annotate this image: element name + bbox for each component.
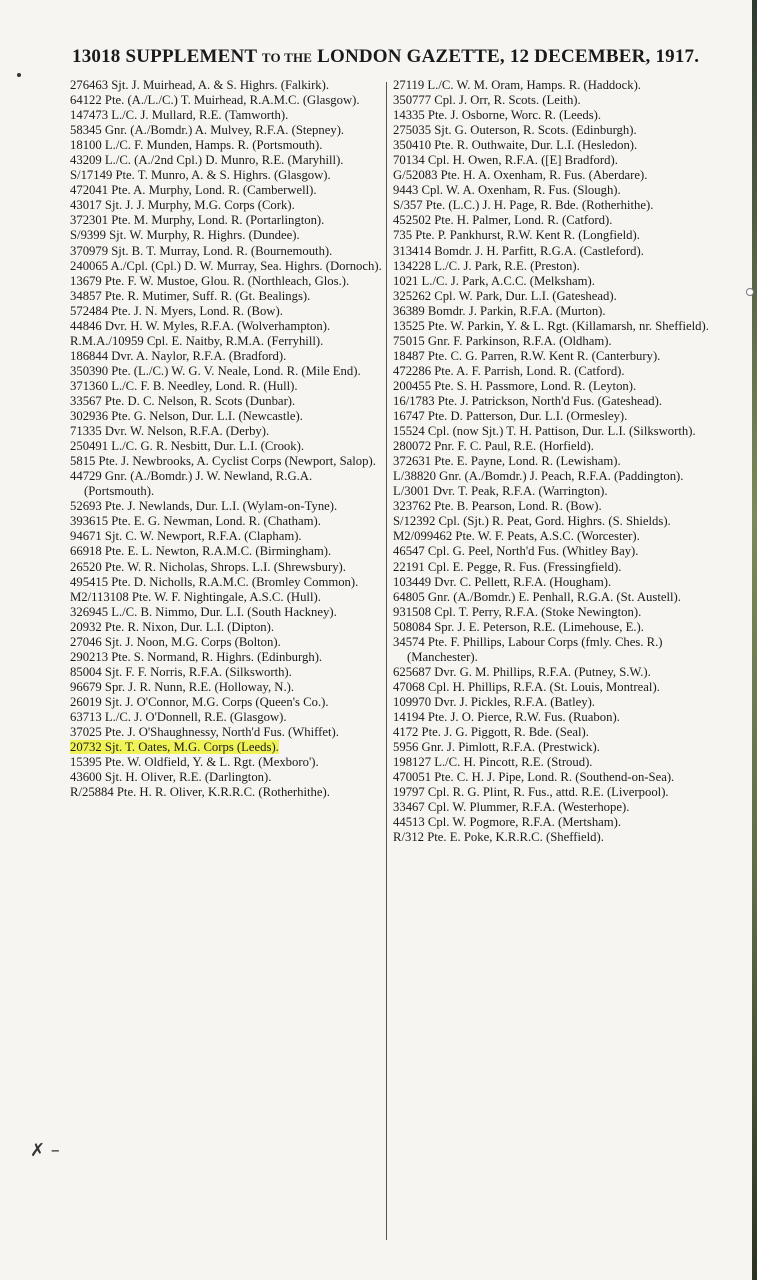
entry-text: 323762 Pte. B. Pearson, Lond. R. (Bow).	[393, 499, 602, 514]
entry-text: 26019 Sjt. J. O'Connor, M.G. Corps (Queen's Co.).	[70, 694, 329, 709]
entry-text: 44513 Cpl. W. Pogmore, R.F.A. (Mertsham).	[393, 815, 622, 830]
entry-text: 103449 Dvr. C. Pellett, R.F.A. (Hougham).	[393, 574, 612, 589]
list-entry	[70, 228, 382, 243]
entry-text: 33467 Cpl. W. Plummer, R.F.A. (Westerhope).	[393, 800, 630, 815]
list-entry	[393, 168, 713, 183]
list-entry	[70, 755, 382, 770]
entry-text: 350777 Cpl. J. Orr, R. Scots. (Leith).	[393, 93, 581, 108]
entry-text: 14335 Pte. J. Osborne, Worc. R. (Leeds).	[393, 108, 602, 123]
list-entry	[70, 138, 382, 153]
entry-text: 15395 Pte. W. Oldfield, Y. & L. Rgt. (Mexboro').	[70, 755, 319, 770]
entry-text: 147473 L./C. J. Mullard, R.E. (Tamworth).	[70, 108, 289, 123]
entry-text: 280072 Pnr. F. C. Paul, R.E. (Horfield).	[393, 439, 594, 454]
entry-text: 44846 Dvr. H. W. Myles, R.F.A. (Wolverhampton).	[70, 318, 331, 333]
list-entry	[70, 259, 382, 274]
entry-text: 22191 Cpl. E. Pegge, R. Fus. (Fressingfield).	[393, 559, 622, 574]
list-entry	[393, 228, 713, 243]
list-entry	[393, 484, 713, 499]
entry-text: R.M.A./10959 Cpl. E. Naitby, R.M.A. (Ferryhill).	[70, 333, 324, 348]
list-entry	[70, 78, 382, 93]
list-entry	[393, 93, 713, 108]
entry-text: 26520 Pte. W. R. Nicholas, Shrops. L.I. (Shrewsbury).	[70, 559, 346, 574]
list-entry	[393, 725, 713, 740]
entry-text: 27119 L./C. W. M. Oram, Hamps. R. (Haddock).	[393, 78, 641, 92]
entry-text: 472286 Pte. A. F. Parrish, Lond. R. (Catford).	[393, 363, 625, 378]
entry-text: 52693 Pte. J. Newlands, Dur. L.I. (Wylam-on-Tyne).	[70, 499, 338, 514]
entry-text: 18100 L./C. F. Munden, Hamps. R. (Portsmouth).	[70, 138, 323, 153]
list-entry	[393, 213, 713, 228]
entry-text: 43600 Sjt. H. Oliver, R.E. (Darlington).	[70, 770, 272, 785]
list-entry	[70, 349, 382, 364]
list-entry	[393, 665, 713, 680]
entry-text: 20932 Pte. R. Nixon, Dur. L.I. (Dipton).	[70, 619, 275, 634]
entry-text: 472041 Pte. A. Murphy, Lond. R. (Camberwell).	[70, 183, 317, 198]
list-entry	[70, 108, 382, 123]
list-entry	[70, 665, 382, 680]
list-entry	[70, 244, 382, 259]
entry-text: 290213 Pte. S. Normand, R. Highrs. (Edinburgh).	[70, 649, 323, 664]
list-entry	[70, 274, 382, 289]
page-number: 13018	[72, 46, 121, 67]
entry-text: 66918 Pte. E. L. Newton, R.A.M.C. (Birmingham).	[70, 544, 332, 559]
entry-text: 4172 Pte. J. G. Piggott, R. Bde. (Seal).	[393, 725, 589, 740]
list-entry	[70, 289, 382, 304]
list-entry	[70, 364, 382, 379]
entry-text: 27046 Sjt. J. Noon, M.G. Corps (Bolton).	[70, 634, 281, 649]
list-entry	[70, 770, 382, 785]
entry-text: 625687 Dvr. G. M. Phillips, R.F.A. (Putney, S.W.).	[393, 664, 651, 679]
list-entry	[393, 830, 713, 845]
entry-text: 452502 Pte. H. Palmer, Lond. R. (Catford).	[393, 213, 613, 228]
list-entry	[393, 274, 713, 289]
entry-text: 495415 Pte. D. Nicholls, R.A.M.C. (Bromley Common).	[70, 574, 359, 589]
header-date: 12 DECEMBER, 1917.	[509, 46, 700, 67]
entry-text: 250491 L./C. G. R. Nesbitt, Dur. L.I. (Crook).	[70, 439, 304, 454]
entry-text: 9443 Cpl. W. A. Oxenham, R. Fus. (Slough).	[393, 183, 621, 198]
entry-text: R/312 Pte. E. Poke, K.R.R.C. (Sheffield).	[393, 830, 604, 845]
entry-text: 16747 Pte. D. Patterson, Dur. L.I. (Ormesley).	[393, 409, 628, 424]
list-entry	[70, 409, 382, 424]
entry-text: S/9399 Sjt. W. Murphy, R. Highrs. (Dundee).	[70, 228, 300, 243]
list-entry	[70, 469, 382, 499]
list-entry	[393, 138, 713, 153]
entry-text: 5956 Gnr. J. Pimlott, R.F.A. (Prestwick).	[393, 740, 600, 755]
entry-text: 85004 Sjt. F. F. Norris, R.F.A. (Silksworth).	[70, 664, 292, 679]
entry-text: 186844 Dvr. A. Naylor, R.F.A. (Bradford).	[70, 348, 287, 363]
list-entry	[393, 153, 713, 168]
entry-text: 36389 Bomdr. J. Parkin, R.F.A. (Murton).	[393, 303, 606, 318]
list-entry	[70, 635, 382, 650]
list-entry	[393, 469, 713, 484]
list-entry	[393, 334, 713, 349]
entry-text: 71335 Dvr. W. Nelson, R.F.A. (Derby).	[70, 424, 270, 439]
entry-text: 15524 Cpl. (now Sjt.) T. H. Pattison, Dur. L.I. (Silksworth).	[393, 424, 696, 439]
entry-text: 470051 Pte. C. H. J. Pipe, Lond. R. (Southend-on-Sea).	[393, 770, 675, 785]
highlighted-entry	[70, 740, 382, 755]
list-entry	[70, 590, 382, 605]
entry-text: 33567 Pte. D. C. Nelson, R. Scots (Dunbar).	[70, 393, 296, 408]
list-entry	[70, 198, 382, 213]
list-entry	[70, 379, 382, 394]
entry-text: 96679 Spr. J. R. Nunn, R.E. (Holloway, N.).	[70, 679, 295, 694]
list-entry	[393, 439, 713, 454]
list-entry	[70, 319, 382, 334]
list-entry	[393, 349, 713, 364]
list-entry	[70, 575, 382, 590]
list-entry	[393, 514, 713, 529]
entry-text: 109970 Dvr. J. Pickles, R.F.A. (Batley).	[393, 694, 595, 709]
entry-text: 931508 Cpl. T. Perry, R.F.A. (Stoke Newington).	[393, 604, 642, 619]
column-divider	[386, 82, 387, 1240]
entry-text: 276463 Sjt. J. Muirhead, A. & S. Highrs. (Falkirk).	[70, 78, 330, 92]
list-entry	[393, 710, 713, 725]
list-entry	[393, 123, 713, 138]
list-entry	[70, 605, 382, 620]
entry-text: M2/099462 Pte. W. F. Peats, A.S.C. (Worcester).	[393, 529, 640, 544]
list-entry	[393, 529, 713, 544]
entry-text: R/25884 Pte. H. R. Oliver, K.R.R.C. (Rotherhithe).	[70, 785, 330, 800]
list-entry	[70, 499, 382, 514]
entry-text: M2/113108 Pte. W. F. Nightingale, A.S.C. (Hull).	[70, 589, 321, 604]
photo-background-edge	[752, 0, 757, 1280]
entry-text: 372631 Pte. E. Payne, Lond. R. (Lewisham).	[393, 454, 621, 469]
ink-speck	[17, 73, 21, 77]
entry-text: 302936 Pte. G. Nelson, Dur. L.I. (Newcastle).	[70, 409, 303, 424]
list-entry	[70, 334, 382, 349]
list-entry	[393, 560, 713, 575]
list-entry	[70, 680, 382, 695]
entry-text: 64805 Gnr. (A./Bomdr.) E. Penhall, R.G.A. (St. Austell).	[393, 589, 681, 604]
entry-text: 19797 Cpl. R. G. Plint, R. Fus., attd. R.E. (Liverpool).	[393, 785, 669, 800]
list-entry	[393, 289, 713, 304]
entry-text: S/357 Pte. (L.C.) J. H. Page, R. Bde. (Rotherhithe).	[393, 198, 654, 213]
entry-text: S/12392 Cpl. (Sjt.) R. Peat, Gord. Highrs. (S. Shields).	[393, 514, 671, 529]
entry-text: 371360 L./C. F. B. Needley, Lond. R. (Hull).	[70, 378, 298, 393]
entry-text: 13679 Pte. F. W. Mustoe, Glou. R. (Northleach, Glos.).	[70, 273, 350, 288]
list-entry	[70, 785, 382, 800]
right-column	[393, 78, 713, 845]
list-entry	[393, 259, 713, 274]
list-entry	[393, 183, 713, 198]
list-entry	[70, 544, 382, 559]
entry-text: 1021 L./C. J. Park, A.C.C. (Melksham).	[393, 273, 595, 288]
list-entry	[393, 620, 713, 635]
header-word-gazette: LONDON GAZETTE,	[317, 46, 505, 67]
entry-text: 47068 Cpl. H. Phillips, R.F.A. (St. Louis, Montreal).	[393, 679, 660, 694]
entry-text: 240065 A./Cpl. (Cpl.) D. W. Murray, Sea. Highrs. (Dornoch).	[70, 258, 382, 273]
entry-text: 43209 L./C. (A./2nd Cpl.) D. Munro, R.E. (Maryhill).	[70, 153, 344, 168]
list-entry	[70, 650, 382, 665]
entry-text: 43017 Sjt. J. J. Murphy, M.G. Corps (Cork).	[70, 198, 295, 213]
entry-text: 70134 Cpl. H. Owen, R.F.A. ([E] Bradford).	[393, 153, 618, 168]
list-entry	[70, 123, 382, 138]
list-entry	[70, 424, 382, 439]
entry-text: 46547 Cpl. G. Peel, North'd Fus. (Whitley Bay).	[393, 544, 639, 559]
entry-text: 198127 L./C. H. Pincott, R.E. (Stroud).	[393, 755, 593, 770]
list-entry	[70, 168, 382, 183]
list-entry	[393, 108, 713, 123]
handwritten-margin-mark: ✗ –	[30, 1140, 60, 1161]
list-entry	[393, 454, 713, 469]
list-entry	[393, 78, 713, 93]
list-entry	[393, 755, 713, 770]
entry-text: L/38820 Gnr. (A./Bomdr.) J. Peach, R.F.A. (Paddington).	[393, 469, 684, 484]
list-entry	[393, 575, 713, 590]
list-entry	[70, 514, 382, 529]
list-entry	[393, 590, 713, 605]
entry-text: 5815 Pte. J. Newbrooks, A. Cyclist Corps (Newport, Salop).	[70, 454, 376, 469]
list-entry	[393, 304, 713, 319]
entry-text: 34857 Pte. R. Mutimer, Suff. R. (Gt. Bealings).	[70, 288, 311, 303]
entry-text: 372301 Pte. M. Murphy, Lond. R. (Portarlington).	[70, 213, 325, 228]
list-entry	[70, 183, 382, 198]
entry-text: 75015 Gnr. F. Parkinson, R.F.A. (Oldham).	[393, 333, 612, 348]
entry-text: 14194 Pte. J. O. Pierce, R.W. Fus. (Ruabon).	[393, 709, 620, 724]
list-entry	[70, 439, 382, 454]
list-entry	[70, 93, 382, 108]
list-entry	[393, 800, 713, 815]
entry-text: 18487 Pte. C. G. Parren, R.W. Kent R. (Canterbury).	[393, 348, 661, 363]
entry-text: 20732 Sjt. T. Oates, M.G. Corps (Leeds).	[70, 740, 279, 755]
entry-text: 370979 Sjt. B. T. Murray, Lond. R. (Bournemouth).	[70, 243, 333, 258]
entry-text: 64122 Pte. (A./L./C.) T. Muirhead, R.A.M.C. (Glasgow).	[70, 93, 360, 108]
list-entry	[393, 695, 713, 710]
list-entry	[70, 454, 382, 469]
entry-text: 37025 Pte. J. O'Shaughnessy, North'd Fus. (Whiffet).	[70, 725, 339, 740]
entry-text: 325262 Cpl. W. Park, Dur. L.I. (Gateshead).	[393, 288, 617, 303]
list-entry	[70, 213, 382, 228]
entry-text: 393615 Pte. E. G. Newman, Lond. R. (Chatham).	[70, 514, 321, 529]
list-entry	[393, 379, 713, 394]
list-entry	[393, 424, 713, 439]
entry-text: L/3001 Dvr. T. Peak, R.F.A. (Warrington).	[393, 484, 608, 499]
list-entry	[70, 695, 382, 710]
entry-text: 508084 Spr. J. E. Peterson, R.E. (Limehouse, E.).	[393, 619, 644, 634]
list-entry	[70, 153, 382, 168]
list-entry	[70, 560, 382, 575]
entry-text: 326945 L./C. B. Nimmo, Dur. L.I. (South Hackney).	[70, 604, 337, 619]
entry-text: 94671 Sjt. C. W. Newport, R.F.A. (Clapham).	[70, 529, 302, 544]
entry-text: 735 Pte. P. Pankhurst, R.W. Kent R. (Longfield).	[393, 228, 640, 243]
entry-text: 200455 Pte. S. H. Passmore, Lond. R. (Leyton).	[393, 378, 637, 393]
list-entry	[393, 394, 713, 409]
list-entry	[393, 785, 713, 800]
header-word-to-the: TO THE	[261, 50, 313, 65]
list-entry	[393, 605, 713, 620]
entry-text: 44729 Gnr. (A./Bomdr.) J. W. Newland, R.G.A. (Portsmouth).	[70, 469, 316, 499]
list-entry	[393, 319, 713, 334]
list-entry	[393, 770, 713, 785]
list-entry	[393, 740, 713, 755]
list-entry	[70, 529, 382, 544]
entry-text: 275035 Sjt. G. Outerson, R. Scots. (Edinburgh).	[393, 123, 637, 138]
left-column	[70, 78, 382, 800]
header-word-supplement: SUPPLEMENT	[125, 46, 257, 67]
entry-text: 34574 Pte. F. Phillips, Labour Corps (fmly. Ches. R.) (Manchester).	[393, 634, 666, 664]
punch-hole	[746, 288, 754, 296]
entry-text: 572484 Pte. J. N. Myers, Lond. R. (Bow).	[70, 303, 283, 318]
list-entry	[393, 815, 713, 830]
entry-text: 58345 Gnr. (A./Bomdr.) A. Mulvey, R.F.A. (Stepney).	[70, 123, 345, 138]
list-entry	[393, 244, 713, 259]
list-entry	[393, 499, 713, 514]
list-entry	[70, 620, 382, 635]
list-entry	[70, 725, 382, 740]
entry-text: 13525 Pte. W. Parkin, Y. & L. Rgt. (Killamarsh, nr. Sheffield).	[393, 318, 709, 333]
entry-text: 350390 Pte. (L./C.) W. G. V. Neale, Lond. R. (Mile End).	[70, 363, 361, 378]
list-entry	[393, 409, 713, 424]
entry-text: S/17149 Pte. T. Munro, A. & S. Highrs. (Glasgow).	[70, 168, 331, 183]
list-entry	[393, 198, 713, 213]
list-entry	[70, 394, 382, 409]
entry-text: 313414 Bomdr. J. H. Parfitt, R.G.A. (Castleford).	[393, 243, 644, 258]
entry-text: 350410 Pte. R. Outhwaite, Dur. L.I. (Hesledon).	[393, 138, 638, 153]
entry-text: 63713 L./C. J. O'Donnell, R.E. (Glasgow).	[70, 709, 287, 724]
list-entry	[70, 304, 382, 319]
entry-text: 16/1783 Pte. J. Patrickson, North'd Fus. (Gateshead).	[393, 393, 663, 408]
entry-text: G/52083 Pte. H. A. Oxenham, R. Fus. (Aberdare).	[393, 168, 648, 183]
page-header	[72, 46, 700, 76]
list-entry	[393, 635, 713, 665]
list-entry	[393, 680, 713, 695]
entry-text: 134228 L./C. J. Park, R.E. (Preston).	[393, 258, 580, 273]
list-entry	[393, 544, 713, 559]
list-entry	[393, 364, 713, 379]
list-entry	[70, 710, 382, 725]
